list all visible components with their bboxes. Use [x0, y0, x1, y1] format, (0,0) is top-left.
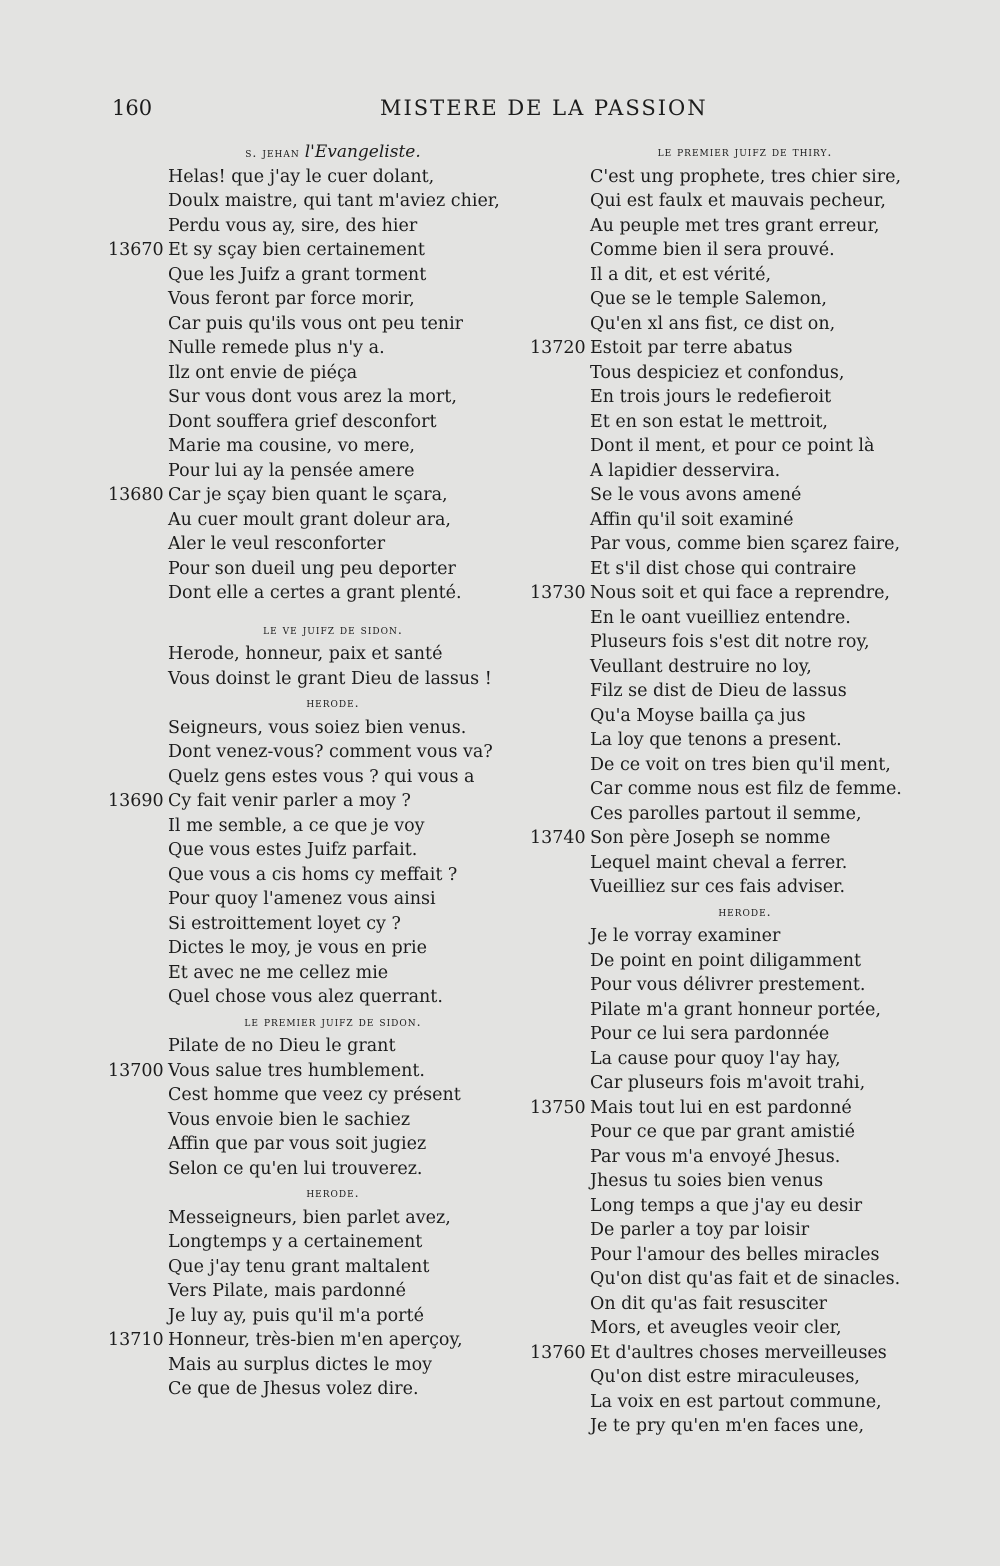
verse-text: Vous feront par force morir,: [168, 289, 415, 309]
verse-text: Qui est faulx et mauvais pecheur,: [590, 191, 886, 211]
verse-line: [530, 1292, 910, 1317]
line-number: 13690: [108, 791, 164, 811]
verse-line: [108, 1279, 508, 1304]
verse-text: Pilate m'a grant honneur portée,: [590, 999, 881, 1020]
verse-line: [530, 1243, 910, 1268]
verse-line: [108, 1353, 508, 1378]
verse-line: [530, 557, 910, 582]
verse-text: Car comme nous est filz de femme.: [590, 779, 902, 799]
verse-text: Dont elle a certes a grant plenté.: [168, 583, 462, 603]
verse-line: [108, 459, 508, 484]
verse-line: [108, 483, 508, 508]
speaker-heading: [108, 691, 508, 716]
verse-text: C'est ung prophete, tres chier sire,: [590, 166, 902, 187]
verse-line: [108, 1157, 508, 1182]
verse-line: [530, 655, 910, 680]
line-number: 13670: [108, 240, 164, 260]
verse-text: Cy fait venir parler a moy ?: [168, 791, 411, 811]
verse-line: [530, 336, 910, 361]
speaker-heading: [108, 1181, 508, 1206]
verse-line: [530, 581, 910, 606]
verse-text: Pour vous délivrer prestement.: [590, 975, 866, 995]
verse-text: Mors, et aveugles veoir cler,: [590, 1318, 842, 1338]
verse-text: Si estroittement loyet cy ?: [168, 913, 401, 934]
verse-text: Estoit par terre abatus: [590, 338, 793, 358]
verse-line: [530, 777, 910, 802]
verse-text: Tous despiciez et confondus,: [590, 362, 845, 383]
verse-line: [108, 238, 508, 263]
verse-line: [108, 961, 508, 986]
verse-text: Helas! que j'ay le cuer dolant,: [168, 166, 435, 187]
verse-text: Nous soit et qui face a reprendre,: [590, 583, 890, 603]
verse-text: Par vous, comme bien sçarez faire,: [590, 534, 901, 554]
verse-text: Messeigneurs, bien parlet avez,: [168, 1207, 451, 1228]
verse-line: [108, 581, 508, 606]
verse-text: On dit qu'as fait resusciter: [590, 1293, 828, 1314]
verse-text: Dont souffera grief desconfort: [168, 411, 437, 432]
verse-text: Affin que par vous soit jugiez: [168, 1134, 427, 1154]
verse-text: Au cuer moult grant doleur ara,: [168, 509, 451, 530]
verse-text: Sur vous dont vous arez la mort,: [168, 387, 457, 407]
verse-text: Il a dit, et est vérité,: [590, 264, 772, 285]
verse-text: Vous envoie bien le sachiez: [168, 1109, 411, 1130]
line-number: 13750: [530, 1097, 586, 1118]
verse-text: Comme bien il sera prouvé.: [590, 240, 835, 260]
verse-text: Car puis qu'ils vous ont peu tenir: [168, 313, 464, 334]
line-number: 13720: [530, 338, 586, 358]
verse-line: [530, 875, 910, 900]
verse-text: Que j'ay tenu grant maltalent: [168, 1256, 430, 1277]
verse-line: [530, 263, 910, 288]
verse-line: [530, 704, 910, 729]
verse-text: Et s'il dist chose qui contraire: [590, 558, 857, 579]
verse-line: [530, 753, 910, 778]
verse-line: [108, 667, 508, 692]
line-number: 13680: [108, 485, 164, 505]
verse-text: La voix en est partout commune,: [590, 1391, 882, 1412]
verse-line: [108, 214, 508, 239]
verse-text: Vueilliez sur ces fais adviser.: [590, 877, 846, 897]
verse-line: [108, 936, 508, 961]
verse-line: [530, 728, 910, 753]
verse-text: Qu'en xl ans fist, ce dist on,: [590, 313, 836, 334]
verse-text: Nulle remede plus n'y a.: [168, 338, 385, 358]
verse-text: A lapidier desservira.: [590, 460, 781, 481]
verse-text: Mais au surplus dictes le moy: [168, 1354, 433, 1375]
verse-text: Honneur, très-bien m'en aperçoy,: [168, 1330, 463, 1350]
verse-text: Pour lui ay la pensée amere: [168, 460, 415, 481]
verse-line: [530, 826, 910, 851]
verse-line: [108, 1034, 508, 1059]
verse-text: Longtemps y a certainement: [168, 1232, 423, 1252]
verse-line: [530, 508, 910, 533]
line-number: 13760: [530, 1342, 586, 1363]
verse-line: [108, 1083, 508, 1108]
verse-text: Filz se dist de Dieu de lassus: [590, 681, 847, 701]
verse-text: Veullant destruire no loy,: [590, 656, 812, 677]
verse-text: Pour l'amour des belles miracles: [590, 1244, 880, 1265]
verse-text: Et en son estat le mettroit,: [590, 411, 828, 432]
verse-line: [530, 532, 910, 557]
verse-text: Par vous m'a envoyé Jhesus.: [590, 1146, 841, 1167]
verse-line: [530, 1169, 910, 1194]
verse-line: [108, 1255, 508, 1280]
verse-line: [530, 1218, 910, 1243]
verse-line: [108, 557, 508, 582]
stanza-gap: [108, 606, 508, 618]
verse-line: [108, 912, 508, 937]
speaker-name: le premier juifz de thiry.: [657, 144, 833, 159]
verse-line: [530, 1390, 910, 1415]
verse-text: Que se le temple Salemon,: [590, 289, 827, 309]
verse-text: Et d'aultres choses merveilleuses: [590, 1342, 887, 1363]
verse-text: Car je sçay bien quant le sçara,: [168, 485, 448, 505]
verse-text: En le oant vueilliez entendre.: [590, 607, 851, 628]
verse-line: [530, 679, 910, 704]
verse-line: [530, 287, 910, 312]
verse-line: [530, 1341, 910, 1366]
speaker-heading: [108, 618, 508, 643]
speaker-name: herode.: [306, 695, 360, 710]
verse-text: Qu'on dist estre miraculeuses,: [590, 1367, 860, 1387]
verse-text: En trois jours le redefieroit: [590, 387, 832, 407]
verse-text: Ce que de Jhesus volez dire.: [168, 1379, 419, 1399]
verse-line: [530, 189, 910, 214]
verse-line: [108, 385, 508, 410]
verse-line: [108, 887, 508, 912]
verse-line: [108, 361, 508, 386]
verse-line: [530, 1071, 910, 1096]
verse-line: [530, 1145, 910, 1170]
page-number: 160: [112, 96, 153, 120]
left-column: [108, 140, 508, 1402]
verse-line: [530, 483, 910, 508]
verse-line: [108, 508, 508, 533]
verse-text: Dont venez-vous? comment vous va?: [168, 742, 493, 762]
verse-line: [530, 851, 910, 876]
verse-line: [108, 1230, 508, 1255]
verse-text: Jhesus tu soies bien venus: [590, 1171, 824, 1191]
verse-line: [108, 1206, 508, 1231]
verse-line: [530, 924, 910, 949]
verse-text: De parler a toy par loisir: [590, 1220, 810, 1240]
verse-line: [108, 1059, 508, 1084]
verse-text: Que vous estes Juifz parfait.: [168, 840, 418, 860]
verse-line: [530, 434, 910, 459]
verse-line: [530, 165, 910, 190]
speaker-heading: [530, 900, 910, 925]
verse-line: [108, 434, 508, 459]
line-number: 13700: [108, 1060, 164, 1081]
verse-text: Pour ce lui sera pardonnée: [590, 1024, 830, 1044]
verse-line: [530, 630, 910, 655]
speaker-name: s. jehan: [245, 145, 300, 160]
verse-text: Vous salue tres humblement.: [168, 1060, 425, 1081]
verse-line: [530, 214, 910, 239]
verse-text: Je le vorray examiner: [590, 926, 781, 946]
verse-line: [108, 642, 508, 667]
verse-text: Doulx maistre, qui tant m'aviez chier,: [168, 191, 500, 211]
speaker-heading: [530, 140, 910, 165]
verse-line: [530, 361, 910, 386]
verse-text: Pilate de no Dieu le grant: [168, 1036, 396, 1056]
verse-line: [108, 1132, 508, 1157]
verse-text: De point en point diligamment: [590, 950, 862, 971]
verse-line: [108, 336, 508, 361]
verse-text: Selon ce qu'en lui trouverez.: [168, 1158, 423, 1179]
speaker-name: herode.: [306, 1185, 360, 1200]
verse-text: Pour quoy l'amenez vous ainsi: [168, 889, 436, 909]
speaker-name: le ve juifz de sidon.: [263, 621, 403, 637]
verse-line: [530, 1414, 910, 1439]
verse-text: Mais tout lui en est pardonné: [590, 1097, 852, 1118]
verse-line: [108, 985, 508, 1010]
verse-line: [108, 410, 508, 435]
verse-text: Pour son dueil ung peu deporter: [168, 558, 456, 579]
verse-line: [108, 1108, 508, 1133]
verse-line: [530, 385, 910, 410]
verse-line: [108, 1304, 508, 1329]
verse-line: [530, 410, 910, 435]
verse-line: [108, 740, 508, 765]
verse-line: [108, 863, 508, 888]
right-column: [530, 140, 910, 1439]
verse-text: Perdu vous ay, sire, des hier: [168, 215, 418, 236]
speaker-name: le premier juifz de sidon.: [244, 1013, 422, 1029]
verse-text: Quel chose vous alez querrant.: [168, 987, 443, 1007]
verse-line: [108, 263, 508, 288]
line-number: 13710: [108, 1330, 164, 1350]
verse-text: La cause pour quoy l'ay hay,: [590, 1048, 841, 1069]
verse-text: Quelz gens estes vous ? qui vous a: [168, 766, 475, 787]
verse-text: Dictes le moy, je vous en prie: [168, 938, 427, 958]
verse-line: [530, 1120, 910, 1145]
verse-text: Il me semble, a ce que je voy: [168, 815, 425, 836]
verse-text: Aler le veul resconforter: [168, 534, 386, 554]
verse-text: Je te pry qu'en m'en faces une,: [590, 1416, 865, 1436]
verse-text: Car pluseurs fois m'avoit trahi,: [590, 1073, 866, 1093]
verse-line: [108, 838, 508, 863]
verse-line: [530, 459, 910, 484]
running-head: [112, 96, 732, 126]
verse-text: Affin qu'il soit examiné: [590, 509, 794, 530]
speaker-heading: [108, 1010, 508, 1035]
verse-text: Dont il ment, et pour ce point là: [590, 436, 875, 456]
verse-line: [108, 716, 508, 741]
verse-line: [530, 1267, 910, 1292]
verse-text: Ces parolles partout il semme,: [590, 803, 862, 824]
verse-line: [108, 765, 508, 790]
verse-text: Je luy ay, puis qu'il m'a porté: [168, 1305, 424, 1326]
verse-line: [530, 238, 910, 263]
verse-text: Qu'a Moyse bailla ça jus: [590, 705, 806, 726]
speaker-heading: [108, 140, 508, 165]
verse-text: Et avec ne me cellez mie: [168, 962, 389, 983]
page-title: MISTERE DE LA PASSION: [380, 96, 708, 120]
line-number: 13730: [530, 583, 586, 603]
verse-text: Pluseurs fois s'est dit notre roy,: [590, 632, 870, 652]
verse-line: [108, 1377, 508, 1402]
verse-text: Ilz ont envie de piéça: [168, 362, 358, 383]
verse-line: [530, 998, 910, 1023]
verse-line: [108, 165, 508, 190]
verse-text: Au peuple met tres grant erreur,: [590, 215, 880, 236]
verse-text: Vers Pilate, mais pardonné: [168, 1281, 407, 1301]
verse-text: Que les Juifz a grant torment: [168, 264, 427, 285]
verse-text: Pour ce que par grant amistié: [590, 1122, 855, 1142]
verse-line: [530, 1316, 910, 1341]
verse-line: [530, 1047, 910, 1072]
verse-text: Son père Joseph se nomme: [590, 828, 831, 848]
speaker-name: herode.: [718, 903, 772, 919]
verse-line: [530, 949, 910, 974]
verse-text: Que vous a cis homs cy meffait ?: [168, 864, 458, 885]
verse-line: [108, 789, 508, 814]
verse-text: Lequel maint cheval a ferrer.: [590, 852, 848, 873]
verse-line: [530, 802, 910, 827]
verse-line: [108, 814, 508, 839]
verse-text: Et sy sçay bien certainement: [168, 240, 425, 260]
verse-text: Cest homme que veez cy présent: [168, 1085, 461, 1105]
verse-line: [108, 1328, 508, 1353]
verse-text: Se le vous avons amené: [590, 485, 802, 505]
verse-text: Vous doinst le grant Dieu de lassus !: [168, 668, 492, 689]
verse-line: [530, 1194, 910, 1219]
verse-line: [530, 606, 910, 631]
verse-line: [530, 1365, 910, 1390]
verse-text: Herode, honneur, paix et santé: [168, 644, 443, 664]
verse-line: [530, 1096, 910, 1121]
verse-line: [530, 1022, 910, 1047]
verse-text: Marie ma cousine, vo mere,: [168, 436, 415, 456]
verse-text: De ce voit on tres bien qu'il ment,: [590, 754, 891, 775]
verse-line: [108, 287, 508, 312]
speaker-epithet: l'Evangeliste.: [304, 142, 421, 162]
verse-line: [108, 189, 508, 214]
verse-text: Qu'on dist qu'as fait et de sinacles.: [590, 1269, 901, 1289]
verse-line: [530, 973, 910, 998]
verse-text: Long temps a que j'ay eu desir: [590, 1195, 863, 1216]
line-number: 13740: [530, 828, 586, 848]
verse-line: [108, 312, 508, 337]
verse-line: [530, 312, 910, 337]
verse-text: Seigneurs, vous soiez bien venus.: [168, 717, 467, 738]
verse-text: La loy que tenons a present.: [590, 730, 842, 750]
verse-line: [108, 532, 508, 557]
